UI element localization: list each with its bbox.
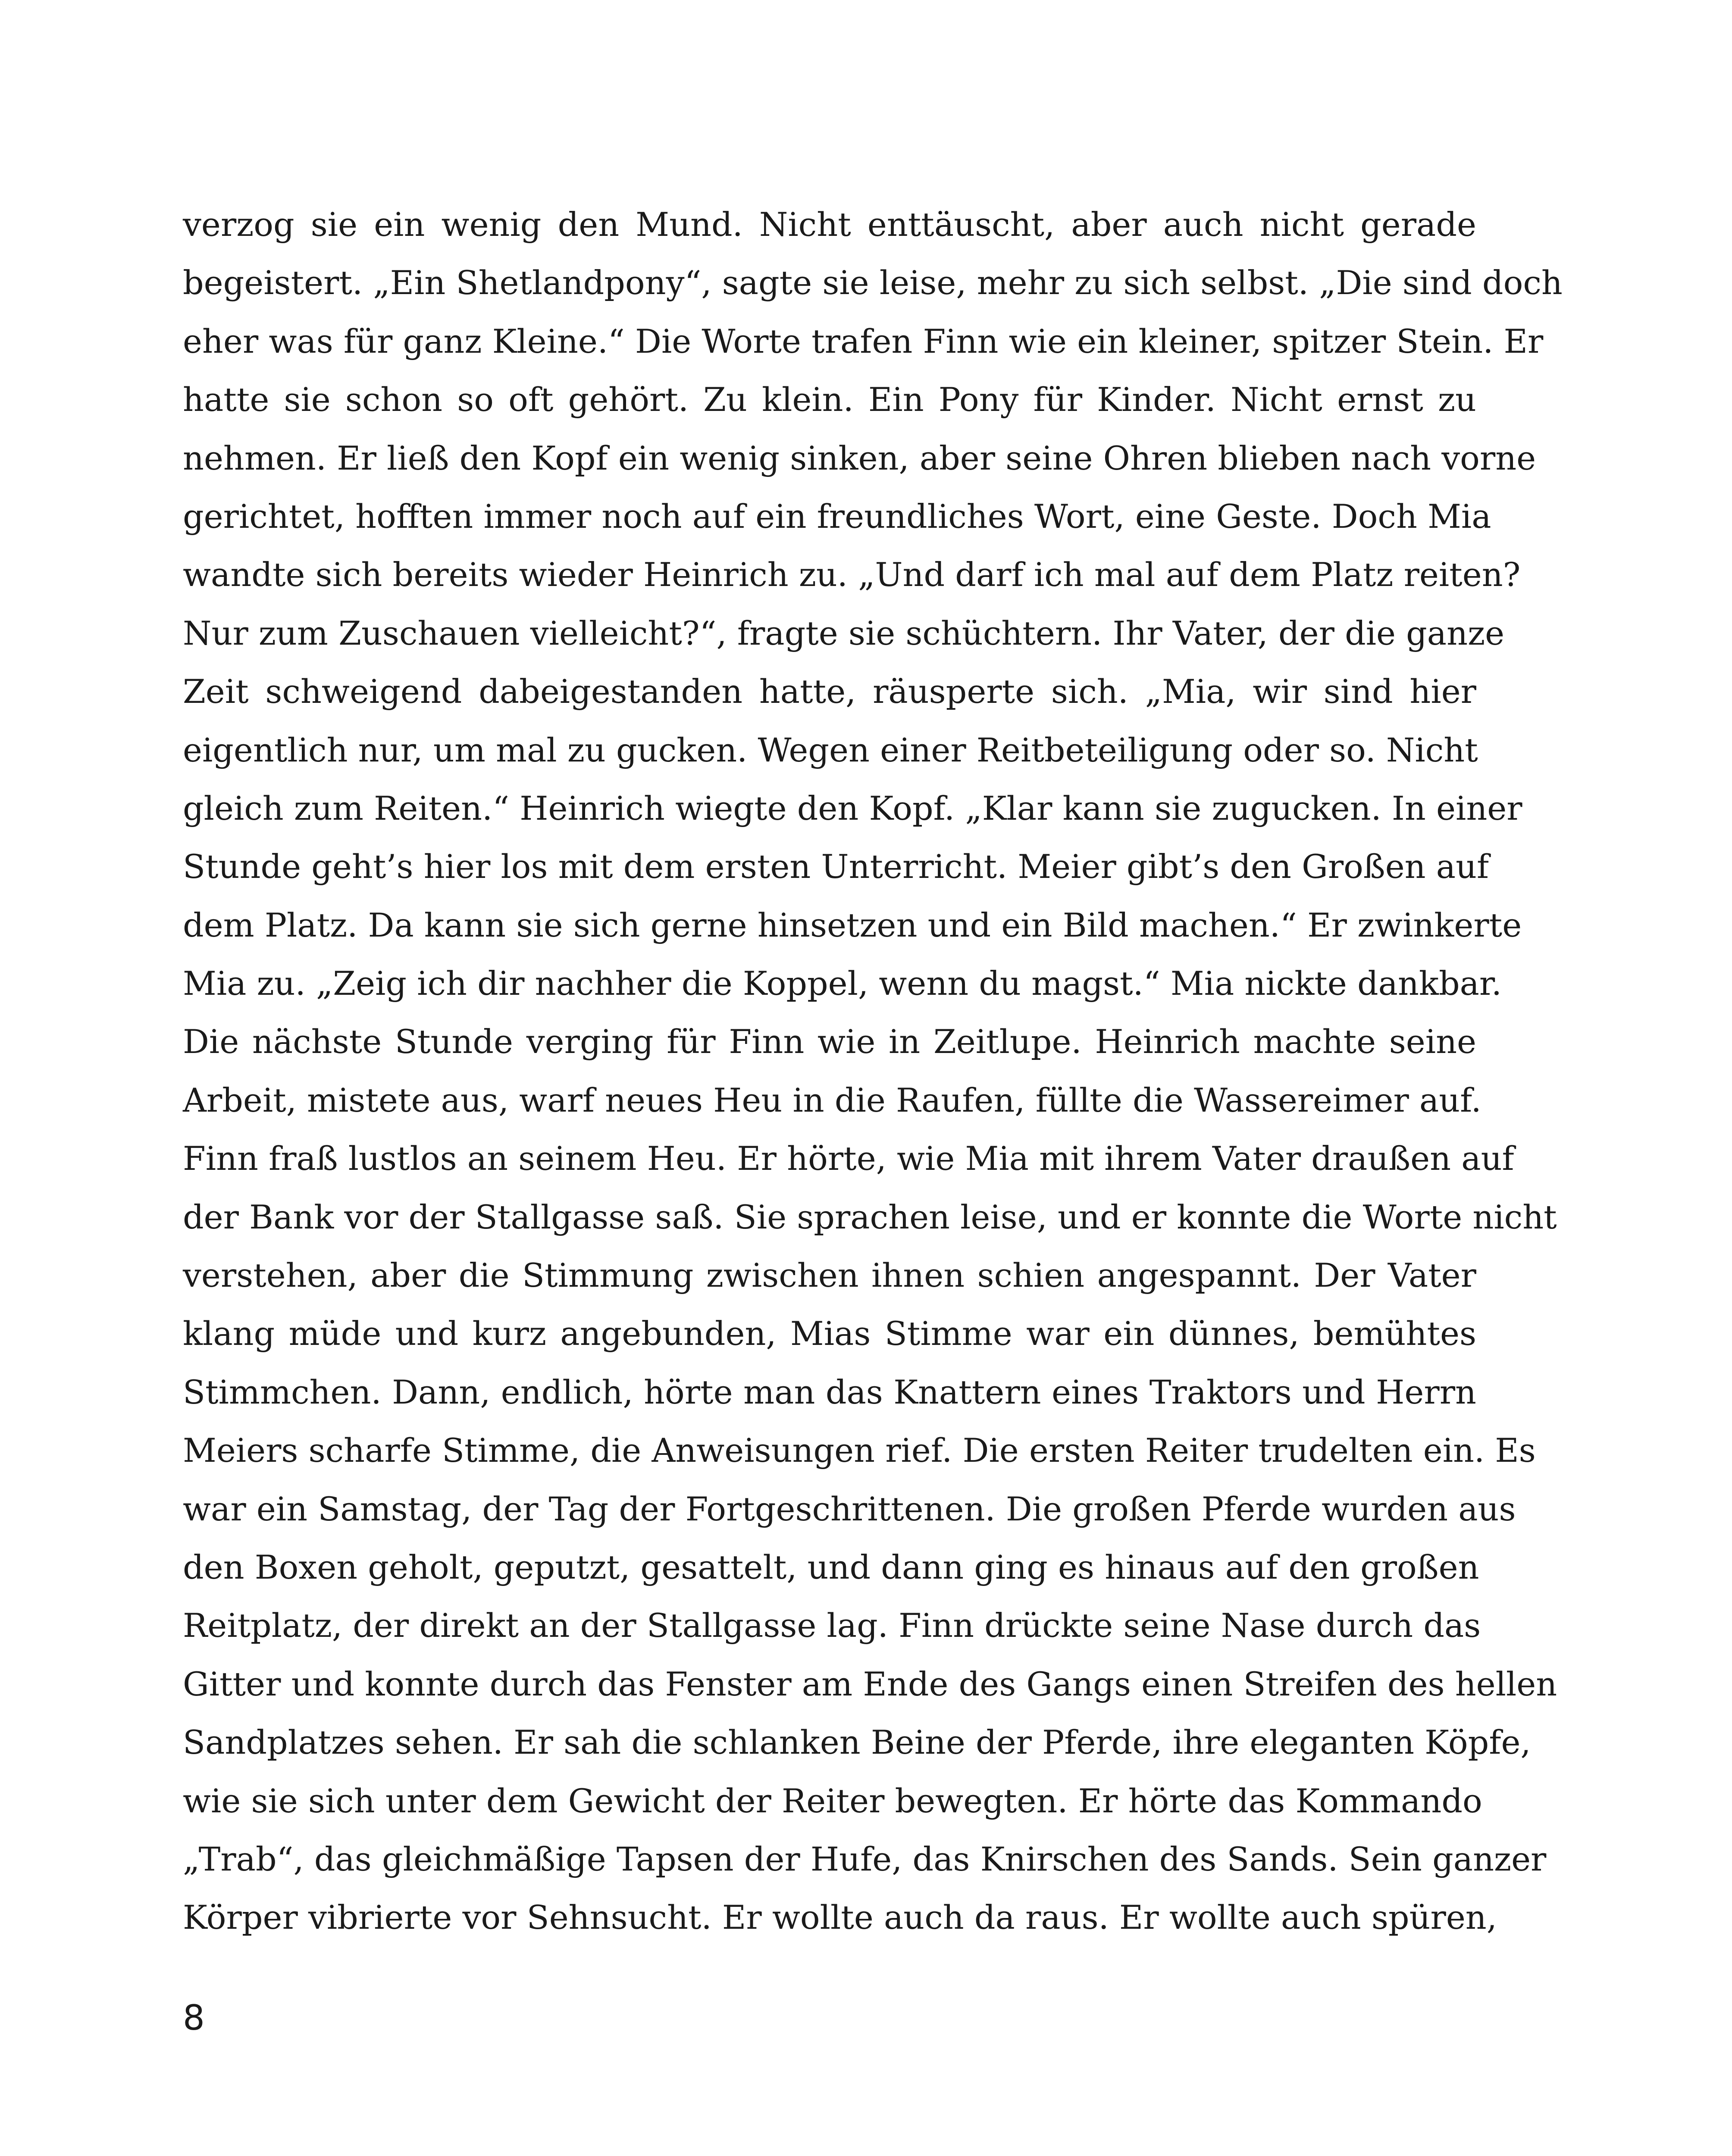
text-line: eigentlich nur, um mal zu gucken. Wegen einer Reitbeteiligung oder so. Nicht [183, 730, 1478, 769]
text-line: Stunde geht’s hier los mit dem ersten Unterricht. Meier gibt’s den Großen auf [183, 847, 1489, 886]
text-line: klang müde und kurz angebunden, Mias Stimme war ein dünnes, bemühtes [183, 1314, 1476, 1353]
text-line: hatte sie schon so oft gehört. Zu klein. Ein Pony für Kinder. Nicht ernst zu [183, 380, 1476, 419]
text-line: Arbeit, mistete aus, warf neues Heu in die Raufen, füllte die Wassereimer auf. [183, 1081, 1481, 1119]
text-line: Die nächste Stunde verging für Finn wie in Zeitlupe. Heinrich machte seine [183, 1022, 1476, 1061]
text-line: Mia zu. „Zeig ich dir nachher die Koppel, wenn du magst.“ Mia nickte dankbar. [183, 964, 1502, 1003]
text-line: verzog sie ein wenig den Mund. Nicht enttäuscht, aber auch nicht gerade [183, 205, 1476, 244]
text-line: nehmen. Er ließ den Kopf ein wenig sinken, aber seine Ohren blieben nach vorne [183, 439, 1536, 477]
text-line: Gitter und konnte durch das Fenster am Ende des Gangs einen Streifen des hellen [183, 1664, 1557, 1703]
page-number: 8 [183, 1998, 205, 2038]
text-line: Sandplatzes sehen. Er sah die schlanken Beine der Pferde, ihre eleganten Köpfe, [183, 1723, 1531, 1762]
text-line: Meiers scharfe Stimme, die Anweisungen rief. Die ersten Reiter trudelten ein. Es [183, 1431, 1536, 1470]
text-line: gleich zum Reiten.“ Heinrich wiegte den Kopf. „Klar kann sie zugucken. In einer [183, 789, 1522, 827]
text-line: Stimmchen. Dann, endlich, hörte man das Knattern eines Traktors und Herrn [183, 1373, 1476, 1411]
text-line: gerichtet, hofften immer noch auf ein freundliches Wort, eine Geste. Doch Mia [183, 497, 1491, 536]
text-line: wie sie sich unter dem Gewicht der Reiter bewegten. Er hörte das Kommando [183, 1781, 1482, 1820]
text-line: dem Platz. Da kann sie sich gerne hinsetzen und ein Bild machen.“ Er zwinkerte [183, 906, 1522, 944]
text-line: den Boxen geholt, geputzt, gesattelt, und dann ging es hinaus auf den großen [183, 1548, 1479, 1586]
text-line: der Bank vor der Stallgasse saß. Sie sprachen leise, und er konnte die Worte nicht [183, 1197, 1557, 1236]
text-line: Nur zum Zuschauen vielleicht?“, fragte sie schüchtern. Ihr Vater, der die ganze [183, 614, 1505, 652]
text-line: „Trab“, das gleichmäßige Tapsen der Hufe, das Knirschen des Sands. Sein ganzer [183, 1839, 1547, 1878]
body-text [183, 195, 1563, 1947]
text-line: Finn fraß lustlos an seinem Heu. Er hörte, wie Mia mit ihrem Vater draußen auf [183, 1139, 1514, 1178]
text-line: eher was für ganz Kleine.“ Die Worte trafen Finn wie ein kleiner, spitzer Stein. Er [183, 322, 1544, 360]
text-line: wandte sich bereits wieder Heinrich zu. „Und darf ich mal auf dem Platz reiten? [183, 555, 1521, 594]
text-line: Zeit schweigend dabeigestanden hatte, räusperte sich. „Mia, wir sind hier [183, 672, 1476, 711]
text-line: war ein Samstag, der Tag der Fortgeschrittenen. Die großen Pferde wurden aus [183, 1489, 1516, 1528]
text-line: verstehen, aber die Stimmung zwischen ihnen schien angespannt. Der Vater [183, 1256, 1476, 1295]
text-line: Körper vibrierte vor Sehnsucht. Er wollte auch da raus. Er wollte auch spüren, [183, 1898, 1497, 1937]
text-line: Reitplatz, der direkt an der Stallgasse lag. Finn drückte seine Nase durch das [183, 1606, 1481, 1645]
text-line: begeistert. „Ein Shetlandpony“, sagte sie leise, mehr zu sich selbst. „Die sind doch [183, 263, 1563, 302]
